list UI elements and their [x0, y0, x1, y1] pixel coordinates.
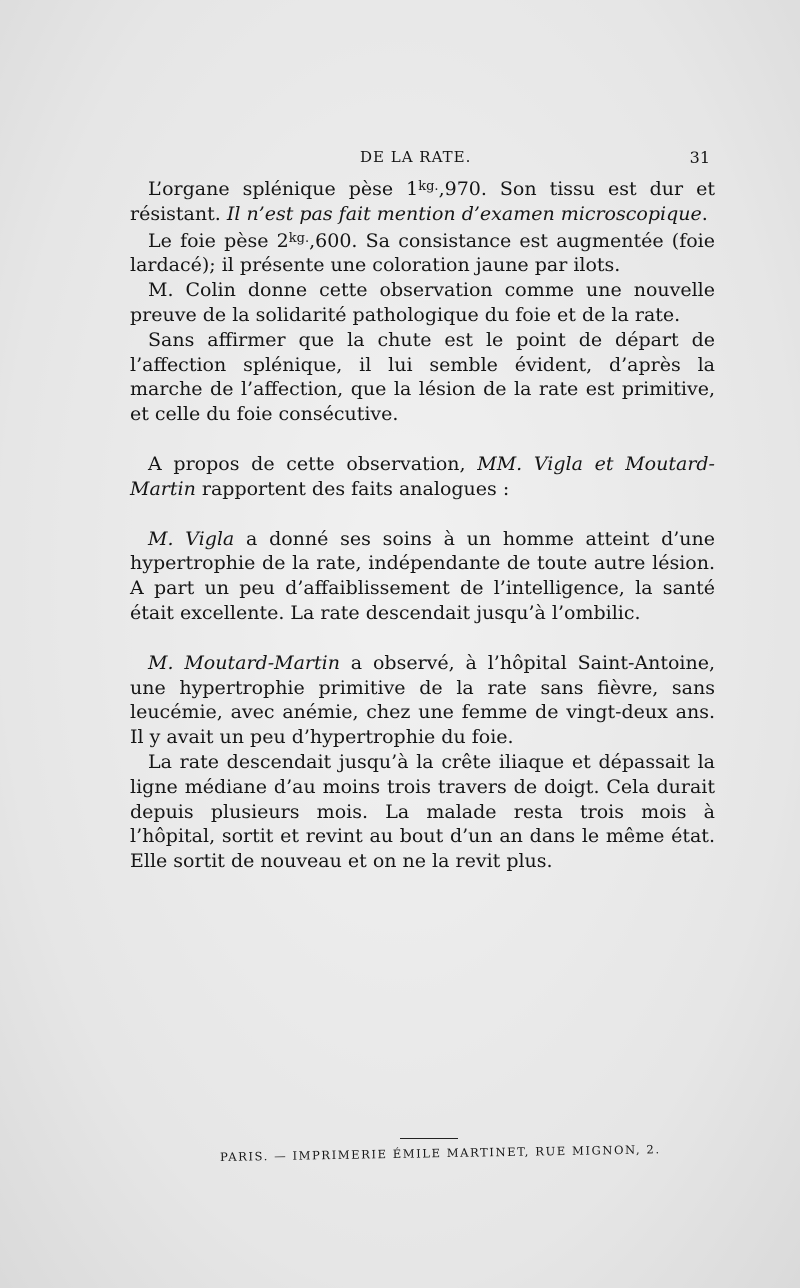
text-segment: L’organe splénique pèse 1 [148, 178, 419, 200]
text-segment: . [701, 202, 708, 225]
paragraph [130, 527, 715, 626]
text-segment: La rate descendait jusqu’à la crête iliaque et dépassait la ligne médiane d’au moins trois travers de doigt. Cela durait depuis plusieurs mois. La malade resta trois mois à l’hôpital, sortit et revint au bout d’un an dans le même état. Elle sortit de nouveau et on ne la revit plus. [130, 750, 715, 873]
text-segment: ,970. Son tissu est dur et résistant. [130, 178, 715, 225]
italic-text: Il n’est pas fait mention d’examen microscopique [226, 202, 702, 225]
running-title: DE LA RATE. [360, 148, 472, 166]
paragraph-gap [130, 427, 715, 452]
paragraph [130, 651, 715, 750]
body-text [130, 175, 715, 874]
text-segment: M. Colin donne cette observation comme une nouvelle preuve de la solidarité pathologique du foie et de la rate. [130, 279, 715, 326]
text-segment: ,600. Sa consistance est augmentée (foie lardacé); il présente une coloration jaune par ilots. [130, 229, 715, 277]
paragraph [130, 175, 715, 227]
printer-imprint: PARIS. — IMPRIMERIE ÉMILE MARTINET, RUE MIGNON, 2. [219, 1142, 661, 1164]
paragraph [130, 452, 715, 502]
paragraph [130, 750, 715, 874]
paragraph [130, 227, 715, 279]
text-segment: Sans affirmer que la chute est le point de départ de l’affection splénique, il lui semble évident, d’après la marche de l’affection, que la lésion de la rate est primitive, et celle du foie consécutive. [130, 328, 715, 426]
unit-superscript: kg. [418, 179, 439, 194]
paragraph [130, 328, 715, 427]
italic-text: M. Moutard-Martin [148, 651, 340, 674]
unit-superscript: kg. [288, 230, 310, 246]
text-segment: A propos de cette observation, [148, 452, 478, 475]
page-number: 31 [689, 148, 710, 167]
italic-text: MM. Vigla et Moutard-Martin [130, 452, 715, 500]
paragraph-gap [130, 626, 715, 651]
text-segment: a donné ses soins à un homme atteint d’une hypertrophie de la rate, indépendante de toute autre lésion. A part un peu d’affaiblissement de l’intelligence, la santé était excellente. La rate descendait jusqu’à l’ombilic. [130, 527, 715, 624]
text-segment: Le foie pèse 2 [148, 229, 289, 252]
text-segment: rapportent des faits analogues : [195, 477, 510, 500]
text-segment: a observé, à l’hôpital Saint-Antoine, une hypertrophie primitive de la rate sans fièvre, sans leucémie, avec anémie, chez une femme de vingt-deux ans. Il y avait un peu d’hypertrophie du foie. [130, 651, 716, 749]
page-header [130, 148, 710, 172]
footer-rule [400, 1138, 458, 1139]
paragraph-gap [130, 502, 715, 527]
italic-text: M. Vigla [148, 527, 235, 550]
paragraph [130, 278, 715, 328]
